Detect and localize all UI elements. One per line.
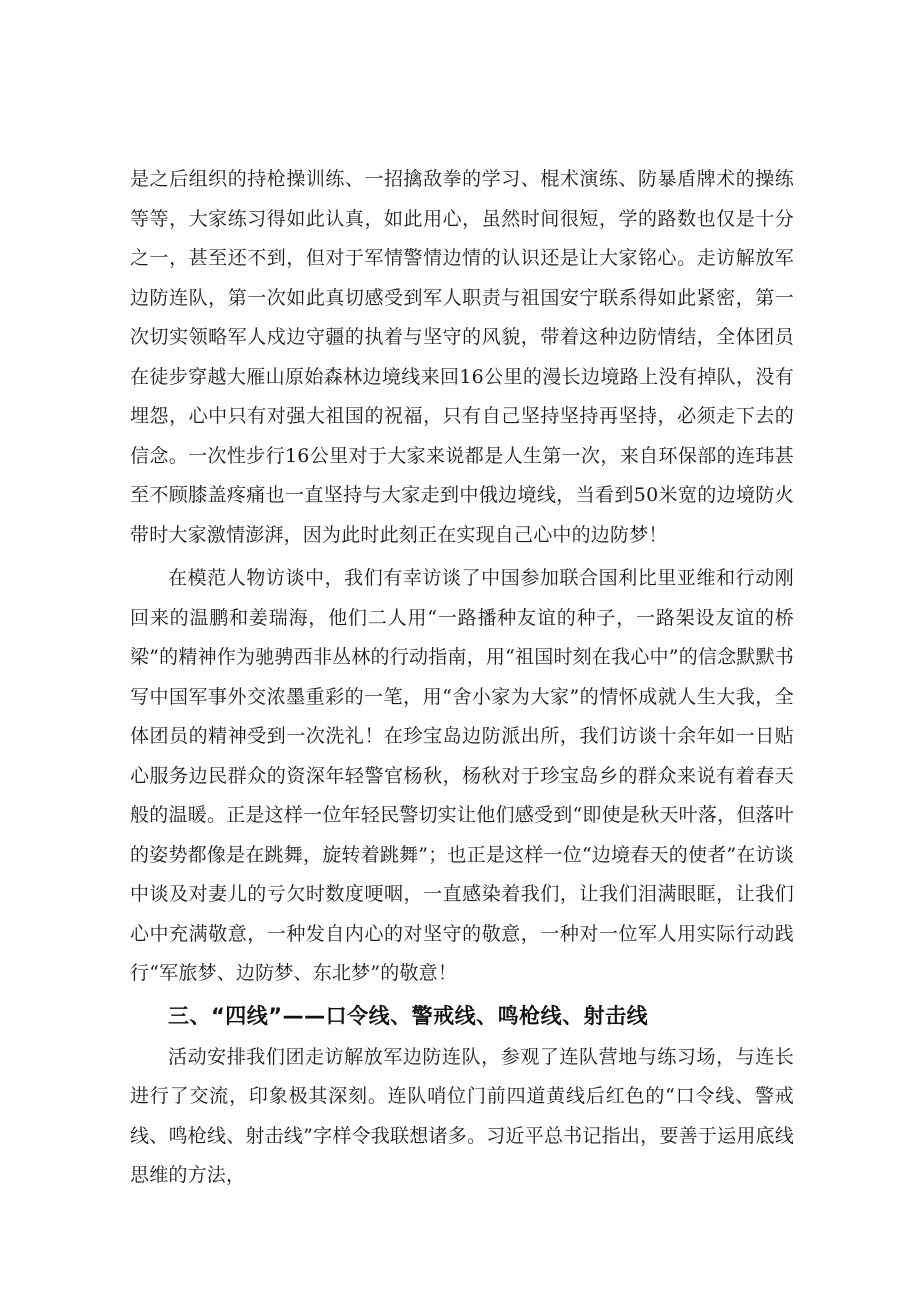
document-page bbox=[130, 160, 794, 1196]
paragraph-model-interviews: 在模范人物访谈中，我们有幸访谈了中国参加联合国利比里亚维和行动刚回来的温鹏和姜瑞海，他们二人用“一路播种友谊的种子，一路架设友谊的桥梁”的精神作为驰骋西非丛林的行动指南，用“祖国时刻在我心中”的信念默默书写中国军事外交浓墨重彩的一笔，用“舍小家为大家”的情怀成就人生大我，全体团员的精神受到一次洗礼！在珍宝岛边防派出所，我们访谈十余年如一日贴心服务边民群众的资深年轻警官杨秋，杨秋对于珍宝岛乡的群众来说有着春天般的温暖。正是这样一位年轻民警切实让他们感受到“即使是秋天叶落，但落叶的姿势都像是在跳舞，旋转着跳舞”；也正是这样一位“边境春天的使者”在访谈中谈及对妻儿的亏欠时数度哽咽，一直感染着我们，让我们泪满眼眶，让我们心中充满敬意，一种发自内心的对坚守的敬意，一种对一位军人用实际行动践行“军旅梦、边防梦、东北梦”的敬意！ bbox=[130, 567, 794, 984]
paragraph-border-training: 是之后组织的持枪操训练、一招擒敌拳的学习、棍术演练、防暴盾牌术的操练等等，大家练习得如此认真，如此用心，虽然时间很短，学的路数也仅是十分之一，甚至还不到，但对于军情警情边情的认识还是让大家铭心。走访解放军边防连队，第一次如此真切感受到军人职责与祖国安宁联系得如此紧密，第一次切实领略军人戍边守疆的执着与坚守的风貌，带着这种边防情结，全体团员在徒步穿越大雁山原始森林边境线来回16公里的漫长边境路上没有掉队，没有埋怨，心中只有对强大祖国的祝福，只有自己坚持坚持再坚持，必须走下去的信念。一次性步行16公里对于大家来说都是人生第一次，来自环保部的连玮甚至不顾膝盖疼痛也一直坚持与大家走到中俄边境线，当看到50米宽的边境防火带时大家激情澎湃，因为此时此刻正在实现自己心中的边防梦！ bbox=[130, 168, 794, 546]
paragraph-four-lines: 活动安排我们团走访解放军边防连队，参观了连队营地与练习场，与连长进行了交流，印象极其深刻。连队哨位门前四道黄线后红色的“口令线、警戒线、鸣枪线、射击线”字样令我联想诸多。习近平总书记指出，要善于运用底线思维的方法， bbox=[130, 1045, 794, 1186]
section-heading-four-lines: 三、“四线”——口令线、警戒线、鸣枪线、射击线 bbox=[168, 1003, 649, 1028]
